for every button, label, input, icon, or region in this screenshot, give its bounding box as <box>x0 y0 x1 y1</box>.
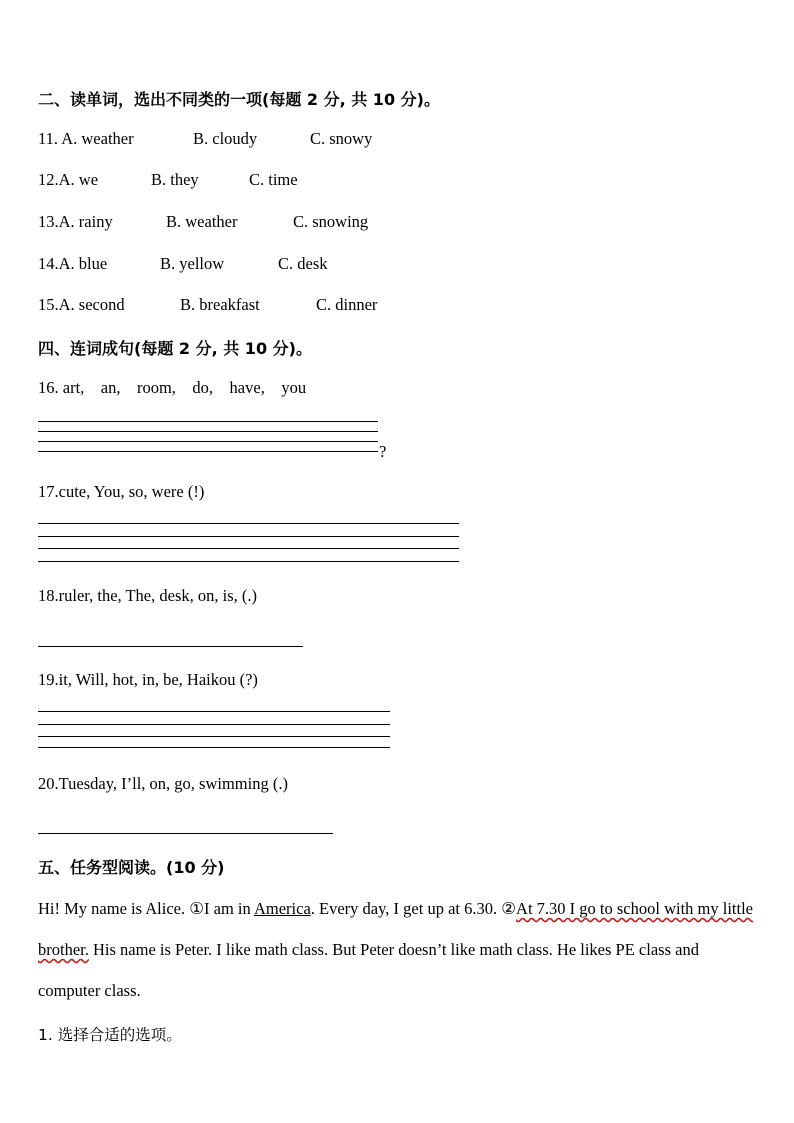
option-c: C. time <box>249 170 298 189</box>
option-c: C. snowy <box>310 129 373 148</box>
passage-text: . Every day, I get up at 6.30. ② <box>310 899 517 918</box>
underlined-sentence: At 7.30 I go to school with my little brother. <box>38 899 753 959</box>
underlined-word: America <box>253 899 311 918</box>
answer-line <box>38 736 390 737</box>
answer-line <box>38 724 390 725</box>
answer-line <box>38 711 390 712</box>
question-mark: ? <box>379 442 387 461</box>
question-17: 17.cute, You, so, were (!) <box>38 482 205 501</box>
section2-heading: 二、读单词，选出不同类的一项(每题 2 分, 共 10 分)。 <box>38 90 440 109</box>
question-19: 19.it, Will, hot, in, be, Haikou (?) <box>38 670 258 689</box>
reading-passage <box>38 888 758 1011</box>
question-18: 18.ruler, the, The, desk, on, is, (.) <box>38 586 257 605</box>
answer-line <box>38 431 378 432</box>
passage-text: His name is Peter. I like math class. But Peter doesn’t like math class. He likes PE class and computer class. <box>38 940 699 1000</box>
question-15 <box>38 295 377 315</box>
option-b: B. breakfast <box>180 295 260 314</box>
option-b: B. weather <box>166 212 238 231</box>
question-16: 16. art, an, room, do, have, you <box>38 378 307 397</box>
task-1-instruction: 1. 选择合适的选项。 <box>38 1026 182 1044</box>
option-a: 13.A. rainy <box>38 212 113 231</box>
answer-line <box>38 451 378 452</box>
option-a: 11. A. weather <box>38 129 134 148</box>
option-b: B. they <box>151 170 199 189</box>
option-a: 14.A. blue <box>38 254 108 273</box>
passage-text: Hi! My name is Alice. ①I am in <box>38 899 254 918</box>
question-14 <box>38 254 328 274</box>
answer-line <box>38 523 459 524</box>
question-13 <box>38 212 368 232</box>
answer-line <box>38 421 378 422</box>
answer-line <box>38 646 303 647</box>
answer-line <box>38 536 459 537</box>
option-c: C. snowing <box>293 212 369 231</box>
question-11 <box>38 129 372 149</box>
option-b: B. yellow <box>160 254 225 273</box>
answer-line <box>38 441 378 442</box>
option-c: C. desk <box>278 254 328 273</box>
answer-line <box>38 548 459 549</box>
section5-heading: 五、任务型阅读。(10 分) <box>38 858 225 877</box>
answer-line <box>38 561 459 562</box>
option-b: B. cloudy <box>193 129 258 148</box>
answer-line <box>38 747 390 748</box>
option-c: C. dinner <box>316 295 378 314</box>
option-a: 15.A. second <box>38 295 125 314</box>
answer-line <box>38 833 333 834</box>
option-a: 12.A. we <box>38 170 99 189</box>
question-12 <box>38 170 298 190</box>
section4-heading: 四、连词成句(每题 2 分, 共 10 分)。 <box>38 339 312 358</box>
question-20: 20.Tuesday, I’ll, on, go, swimming (.) <box>38 774 288 793</box>
